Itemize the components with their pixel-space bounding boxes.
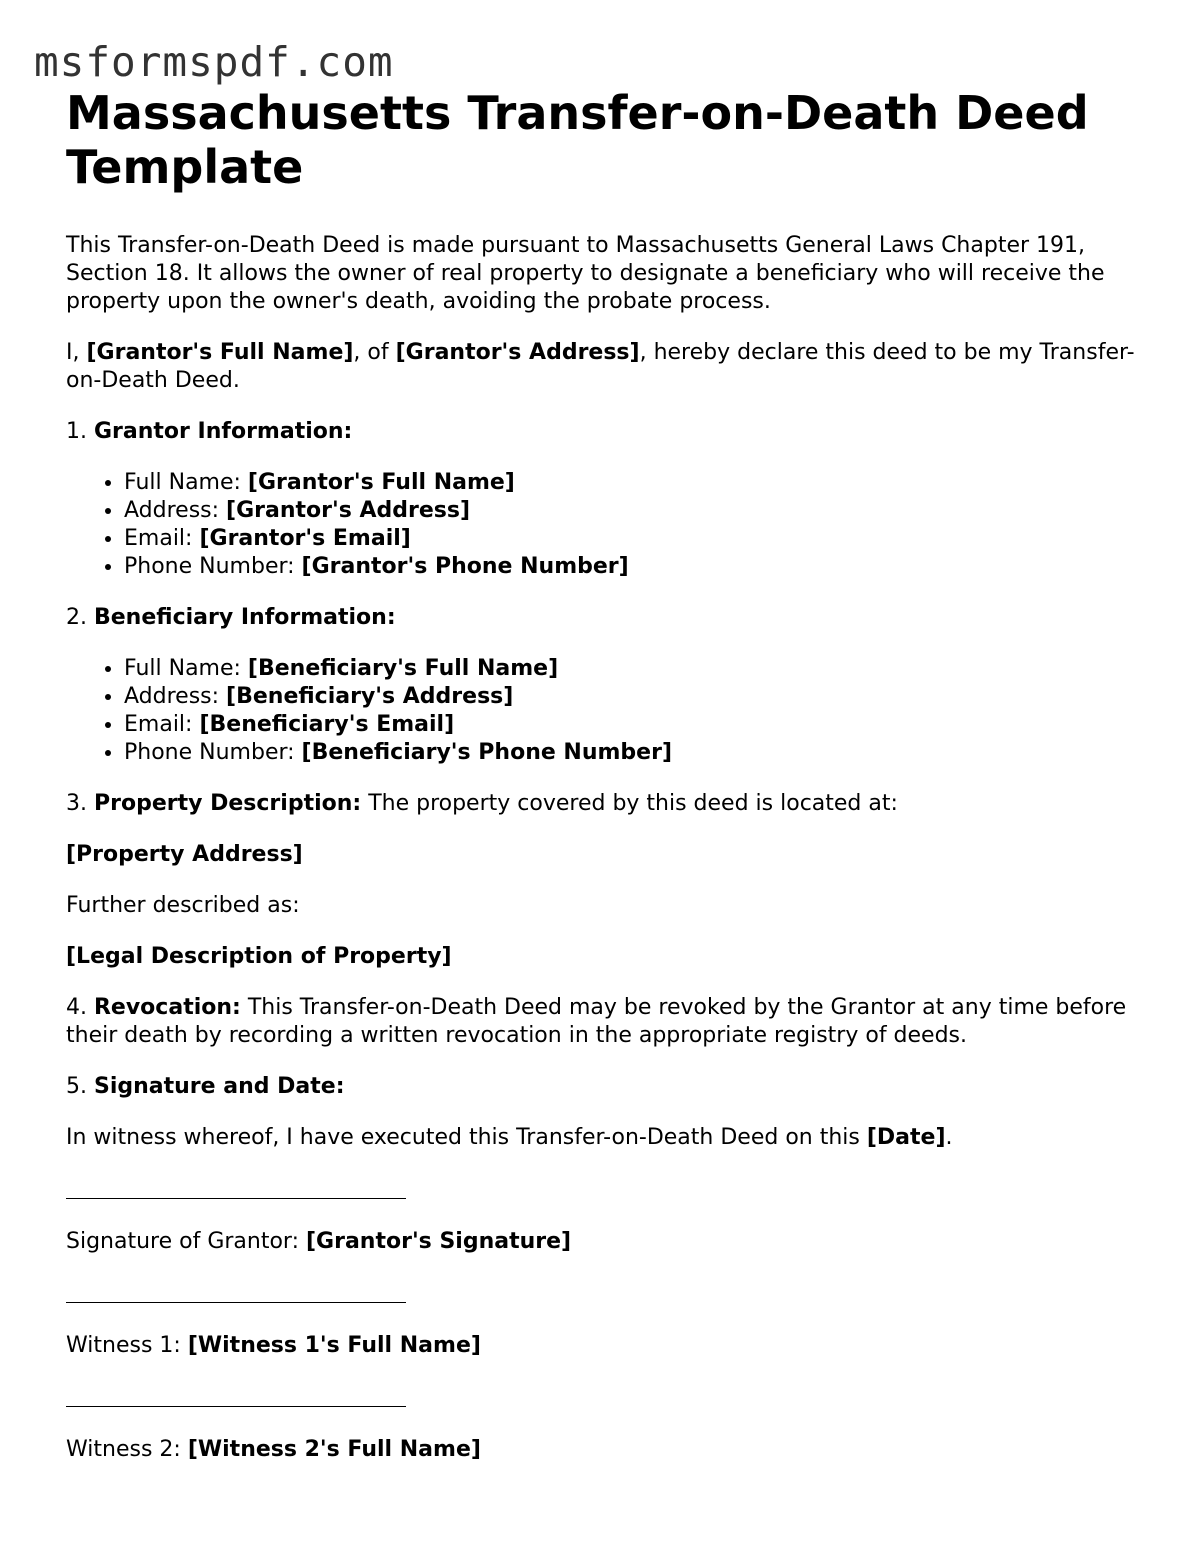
section-title: Beneficiary Information: — [93, 605, 396, 630]
section-title: Property Description: — [93, 791, 362, 816]
field-label: Phone Number: — [124, 740, 302, 765]
section-number: 1. — [66, 419, 94, 444]
declaration-grantor-name: [Grantor's Full Name] — [86, 340, 354, 365]
field-value: [Beneficiary's Address] — [226, 684, 514, 709]
field-value: [Grantor's Full Name] — [247, 470, 515, 495]
section-number: 5. — [66, 1074, 94, 1099]
declaration-prefix: I, — [66, 340, 87, 365]
property-address — [66, 841, 1156, 869]
grantor-signature — [66, 1228, 1156, 1256]
document-body — [66, 86, 1156, 1487]
witness-statement — [66, 1124, 1156, 1152]
grantor-signature-line — [66, 1198, 406, 1199]
signature-value: [Grantor's Signature] — [306, 1229, 572, 1254]
list-item — [124, 739, 1156, 767]
witness-statement-text: In witness whereof, I have executed this Transfer-on-Death Deed on this — [66, 1125, 867, 1150]
section-2-heading — [66, 604, 1156, 632]
intro-paragraph: This Transfer-on-Death Deed is made pursuant to Massachusetts General Laws Chapter 191, Section 18. It allows the owner of real property to designate a beneficiary who will receive the property upon the owner's death, avoiding the probate process. — [66, 233, 1105, 314]
declaration-suffix: , hereby declare this deed to be my Transfer-on-Death Deed. — [66, 340, 1135, 393]
list-item — [124, 497, 1156, 525]
list-item — [124, 711, 1156, 739]
section-3-paragraph — [66, 790, 1156, 818]
section-title: Revocation: — [93, 995, 241, 1020]
section-1-heading — [66, 418, 1156, 446]
section-title: Signature and Date: — [93, 1074, 345, 1099]
signature-label: Witness 2: — [66, 1437, 188, 1462]
beneficiary-info-list — [66, 655, 1156, 767]
list-item — [124, 469, 1156, 497]
list-item — [124, 525, 1156, 553]
field-value: [Grantor's Email] — [199, 526, 411, 551]
site-watermark: msformspdf.com — [34, 38, 394, 86]
section-5-heading — [66, 1073, 1156, 1101]
field-label: Email: — [124, 712, 200, 737]
field-label: Address: — [124, 684, 227, 709]
list-item — [124, 553, 1156, 581]
section-4-paragraph — [66, 994, 1156, 1050]
section-text: This Transfer-on-Death Deed may be revoked by the Grantor at any time before their death by recording a written revocation in the appropriate registry of deeds. — [66, 995, 1127, 1048]
signature-label: Witness 1: — [66, 1333, 188, 1358]
section-text: The property covered by this deed is located at: — [361, 791, 898, 816]
witness-2-signature-line — [66, 1406, 406, 1407]
field-value: [Beneficiary's Full Name] — [247, 656, 559, 681]
witness-statement-end: . — [945, 1125, 953, 1150]
property-address-value: [Property Address] — [66, 842, 303, 867]
field-value: [Beneficiary's Email] — [199, 712, 455, 737]
declaration-mid: , of — [353, 340, 396, 365]
list-item — [124, 655, 1156, 683]
field-value: [Beneficiary's Phone Number] — [301, 740, 673, 765]
signature-label: Signature of Grantor: — [66, 1229, 306, 1254]
list-item — [124, 683, 1156, 711]
field-value: [Grantor's Address] — [226, 498, 471, 523]
section-title: Grantor Information: — [93, 419, 353, 444]
field-label: Address: — [124, 498, 227, 523]
field-label: Email: — [124, 526, 200, 551]
field-label: Phone Number: — [124, 554, 302, 579]
grantor-info-list — [66, 469, 1156, 581]
further-described: Further described as: — [66, 893, 300, 918]
document-title: Massachusetts Transfer-on-Death Deed Template — [66, 86, 1089, 194]
legal-description-value: [Legal Description of Property] — [66, 944, 452, 969]
field-value: [Grantor's Phone Number] — [301, 554, 629, 579]
declaration-paragraph — [66, 339, 1156, 395]
signature-value: [Witness 2's Full Name] — [187, 1437, 481, 1462]
signature-value: [Witness 1's Full Name] — [187, 1333, 481, 1358]
section-number: 4. — [66, 995, 94, 1020]
date-placeholder: [Date] — [866, 1125, 946, 1150]
section-number: 3. — [66, 791, 94, 816]
field-label: Full Name: — [124, 656, 248, 681]
section-number: 2. — [66, 605, 94, 630]
witness-1-signature-line — [66, 1302, 406, 1303]
declaration-grantor-address: [Grantor's Address] — [395, 340, 640, 365]
legal-description — [66, 943, 1156, 971]
witness-1-signature — [66, 1332, 1156, 1360]
witness-2-signature — [66, 1436, 1156, 1464]
field-label: Full Name: — [124, 470, 248, 495]
